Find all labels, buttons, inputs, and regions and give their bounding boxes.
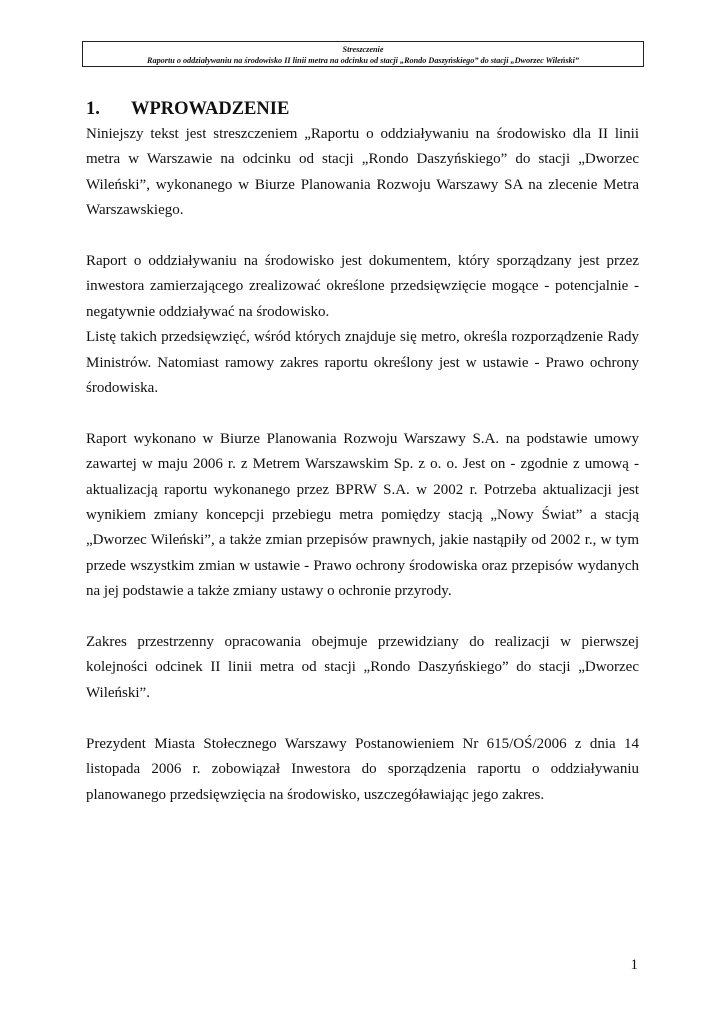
running-header: [82, 41, 644, 67]
paragraph-intro: Niniejszy tekst jest streszczeniem „Raportu o oddziaływaniu na środowisko dla II linii metra w Warszawie na odcinku od stacji „Rondo Daszyńskiego” do stacji „Dworzec Wileński”, wykonanego w Biurze Planowania Rozwoju Warszawy SA na zlecenie Metra Warszawskiego.: [86, 126, 639, 219]
header-subtitle: Raportu o oddziaływaniu na środowisko II linii metra na odcinku od stacji „Rondo Daszyńskiego” do stacji „Dworzec Wileński”: [147, 56, 579, 65]
paragraph-contract: Raport wykonano w Biurze Planowania Rozwoju Warszawy S.A. na podstawie umowy zawartej w maju 2006 r. z Metrem Warszawskim Sp. z o. o. Jest on - zgodnie z umową - aktualizacją raportu wykonanego przez BPRW S.A. w 2002 r. Potrzeba aktualizacji jest wynikiem zmiany koncepcji przebiegu metra pomiędzy stacją „Nowy Świat” a stacją „Dworzec Wileński”, a także zmian przepisów prawnych, jakie nastąpiły od 2002 r., w tym przede wszystkim zmian w ustawie - Prawo ochrony środowiska oraz przepisów wydanych na jej podstawie a także zmiany ustawy o ochronie przyrody.: [86, 430, 639, 600]
paragraph-raport-definition: Raport o oddziaływaniu na środowisko jest dokumentem, który sporządzany jest przez inwestora zamierzającego zrealizować określone przedsięwzięcie mogące - potencjalnie - negatywnie oddziaływać na środowisko.: [86, 253, 639, 320]
page-number: 1: [630, 957, 638, 973]
section-number: 1.: [86, 99, 100, 119]
section-title: WPROWADZENIE: [131, 99, 290, 119]
body-text: [86, 122, 639, 808]
paragraph-scope: Zakres przestrzenny opracowania obejmuje przewidziany do realizacji w pierwszej kolejności odcinek II linii metra od stacji „Rondo Daszyńskiego” do stacji „Dworzec Wileński”.: [86, 634, 639, 701]
paragraph-decision: Prezydent Miasta Stołecznego Warszawy Postanowieniem Nr 615/OŚ/2006 z dnia 14 listopada 2006 r. zobowiązał Inwestora do sporządzenia raportu o oddziaływaniu planowanego przedsięwzięcia na środowisko, uszczegóławiając jego zakres.: [86, 735, 639, 803]
paragraph-regulations: Listę takich przedsięwzięć, wśród których znajduje się metro, określa rozporządzenie Rady Ministrów. Natomiast ramowy zakres raportu określony jest w ustawie - Prawo ochrony środowiska.: [86, 329, 639, 397]
header-title: Streszczenie: [342, 45, 384, 54]
section-heading: [86, 98, 289, 120]
